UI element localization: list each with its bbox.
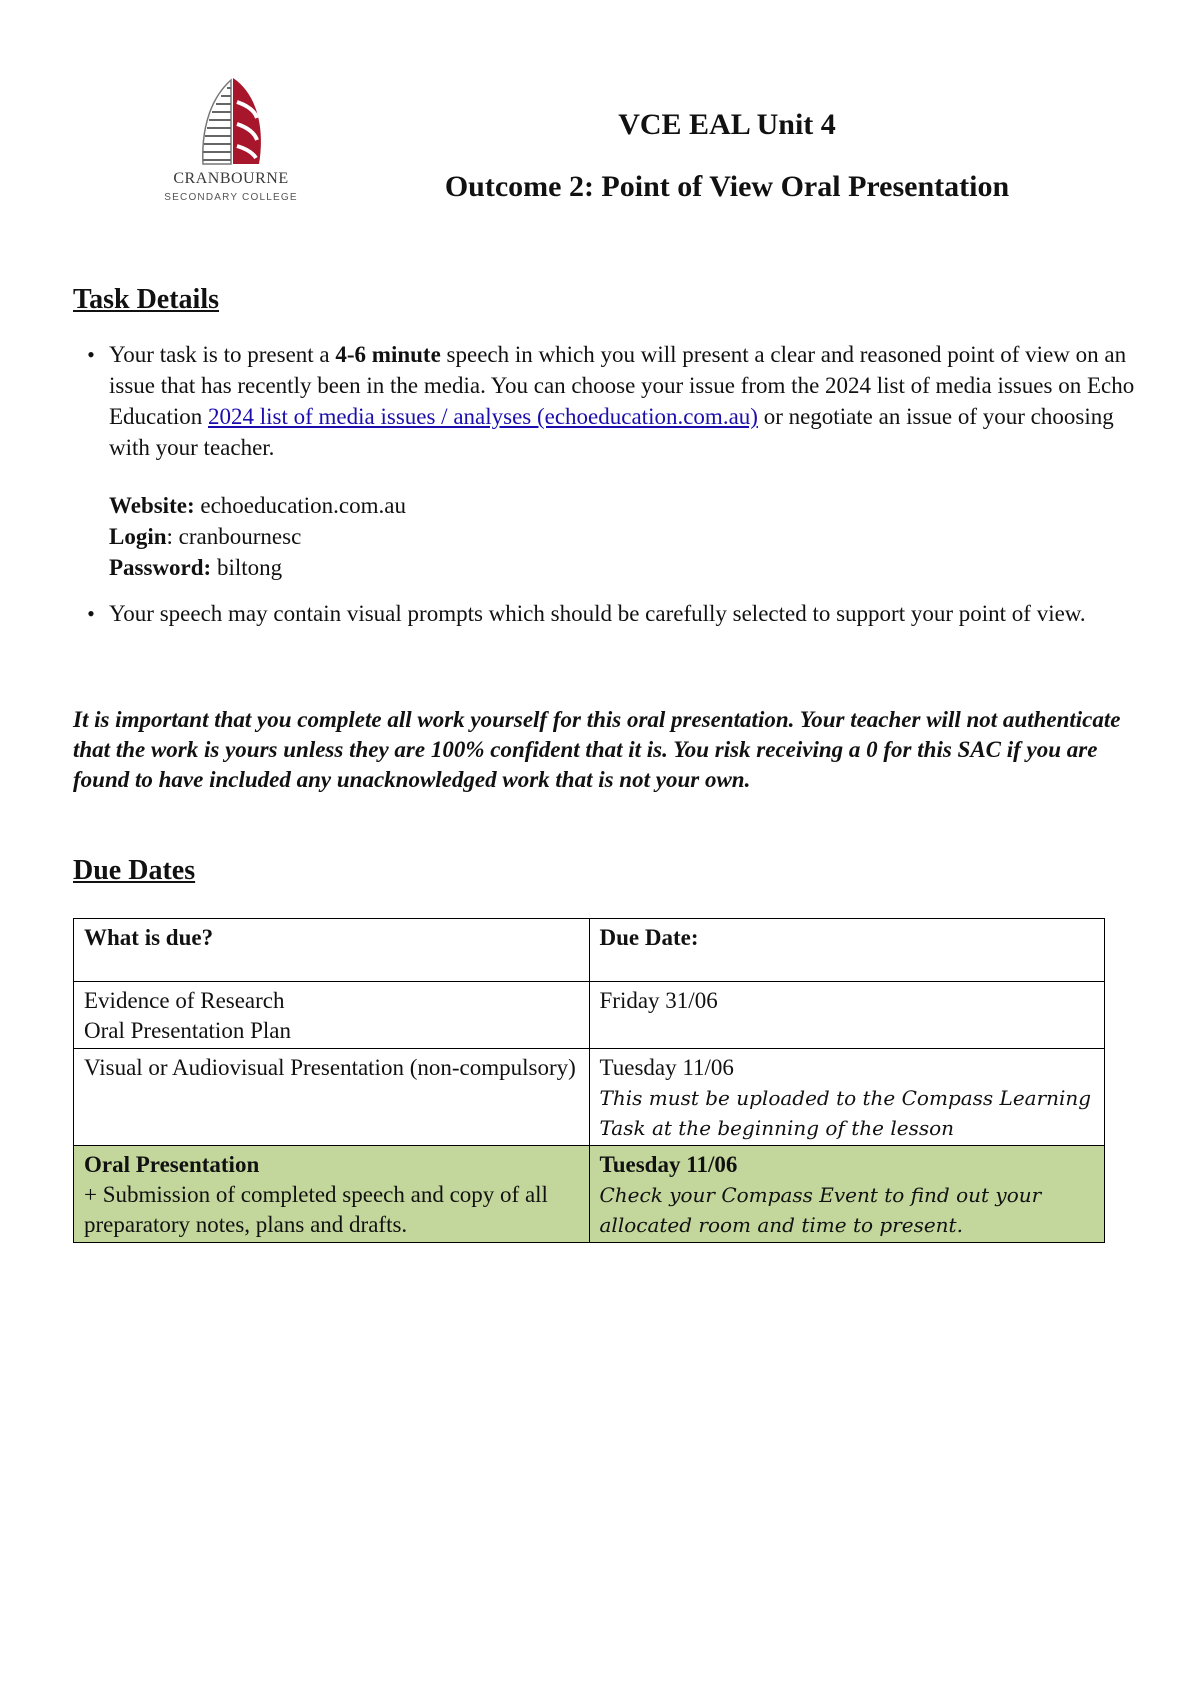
logo-school-subtitle: SECONDARY COLLEGE xyxy=(164,192,298,203)
academic-integrity-warning: It is important that you complete all work yourself for this oral presentation. Your teacher will not authenticate that the work is yours unless they are 100% confident that it is. You risk receiving a 0 for this SAC if you are found to have included any unacknowledged work that is not your own. xyxy=(73,707,1121,792)
login-line: Login: cranbournesc xyxy=(109,524,302,549)
row3-item-title: Oral Presentation xyxy=(84,1152,260,1177)
task-bullet-1 xyxy=(73,339,1143,463)
bullet-icon: • xyxy=(87,342,95,367)
row3-item-cell xyxy=(74,1146,590,1243)
table-row-highlighted xyxy=(74,1146,1105,1243)
website-line: Website: echoeducation.com.au xyxy=(109,493,406,518)
row3-item-detail: + Submission of completed speech and copy of all preparatory notes, plans and drafts. xyxy=(84,1182,548,1237)
table-row xyxy=(74,982,1105,1049)
due-dates-table xyxy=(73,918,1105,1243)
table-row xyxy=(74,1049,1105,1146)
table-header-row xyxy=(74,919,1105,982)
document-subtitle: Outcome 2: Point of View Oral Presentation xyxy=(444,170,1010,203)
task-bullet-1-text: Your task is to present a 4-6 minute speech in which you will present a clear and reasoned point of view on an issue that has recently been in the media. You can choose your issue from the 2024 list of media issues on Echo Education 2024 list of media issues / analyses (echoeducation.com.au) or negotiate an issue of your choosing with your teacher. xyxy=(109,342,1135,460)
row3-note: Check your Compass Event to find out your allocated room and time to present. xyxy=(599,1183,1042,1237)
task-bullet-2-text: Your speech may contain visual prompts which should be carefully selected to support your point of view. xyxy=(109,601,1086,626)
password-line: Password: biltong xyxy=(109,555,283,580)
school-logo xyxy=(153,72,309,210)
duration-text: 4-6 minute xyxy=(335,342,441,367)
row2-date: Tuesday 11/06 xyxy=(599,1055,734,1080)
document-title: VCE EAL Unit 4 xyxy=(618,108,836,141)
login-credentials xyxy=(109,490,406,583)
col-header-date: Due Date: xyxy=(589,919,1105,982)
row2-note: This must be uploaded to the Compass Learning Task at the beginning of the lesson xyxy=(599,1086,1092,1140)
logo-school-name: CRANBOURNE xyxy=(173,170,289,187)
row1-item: Evidence of Research Oral Presentation Plan xyxy=(74,982,590,1049)
row3-date-cell xyxy=(589,1146,1105,1243)
col-header-what: What is due? xyxy=(74,919,590,982)
row2-item: Visual or Audiovisual Presentation (non-compulsory) xyxy=(74,1049,590,1146)
bullet-icon: • xyxy=(87,601,95,626)
row3-date: Tuesday 11/06 xyxy=(599,1152,738,1177)
school-crest-icon xyxy=(153,72,309,168)
task-details-heading: Task Details xyxy=(73,284,220,315)
due-dates-heading: Due Dates xyxy=(73,855,196,886)
row2-date-cell xyxy=(589,1049,1105,1146)
row1-date: Friday 31/06 xyxy=(589,982,1105,1049)
media-issues-link[interactable]: 2024 list of media issues / analyses (echoeducation.com.au) xyxy=(208,404,758,429)
task-bullet-2 xyxy=(73,598,1143,629)
